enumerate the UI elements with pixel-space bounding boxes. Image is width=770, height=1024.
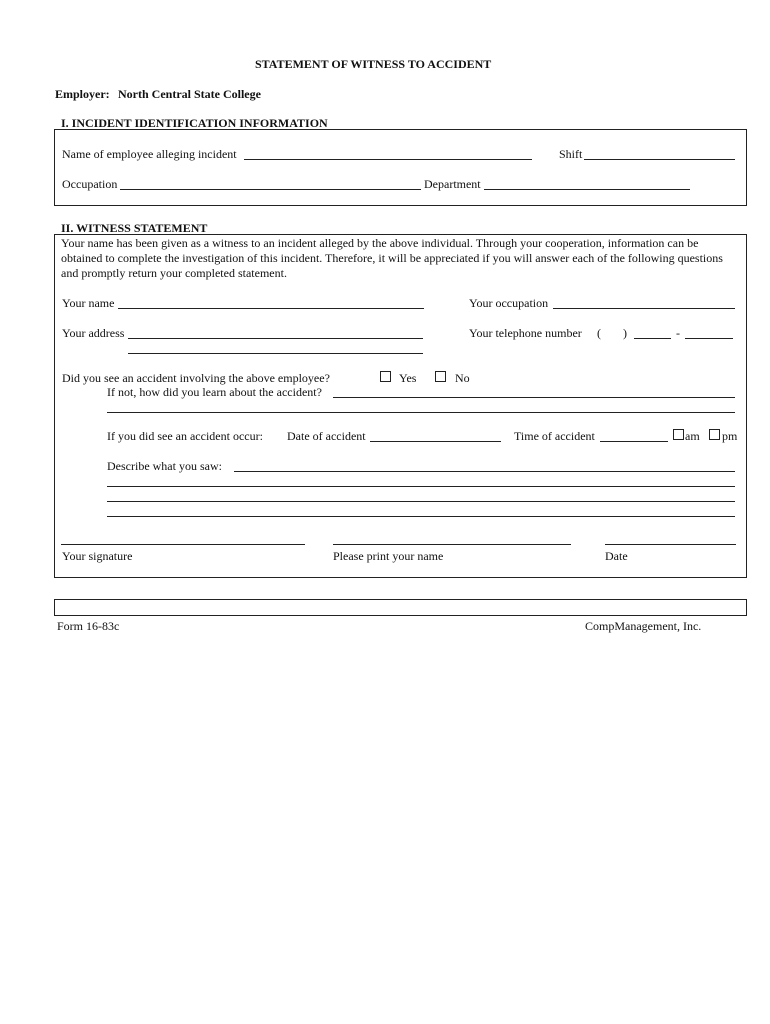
describe-field-line-3[interactable] [107,501,735,502]
yes-label: Yes [399,371,417,385]
telephone-line-field[interactable] [685,338,733,339]
your-address-field-line-1[interactable] [128,338,423,339]
date-of-accident-field[interactable] [370,441,501,442]
how-learn-field-line-2[interactable] [107,412,735,413]
shift-field[interactable] [584,159,735,160]
company-name: CompManagement, Inc. [585,619,702,633]
section-1-heading: I. INCIDENT IDENTIFICATION INFORMATION [61,116,328,130]
department-label: Department [424,177,481,191]
yes-checkbox[interactable] [380,371,391,382]
telephone-label: Your telephone number [469,326,582,340]
signature-date-field[interactable] [605,544,736,545]
shift-label: Shift [559,147,583,161]
pm-checkbox[interactable] [709,429,720,440]
employee-name-label: Name of employee alleging incident [62,147,237,161]
employer-name: North Central State College [118,87,261,101]
describe-label: Describe what you saw: [107,459,222,473]
telephone-dash: - [676,326,680,340]
time-of-accident-field[interactable] [600,441,668,442]
section-2-box [54,234,747,578]
section-1-box [54,129,747,206]
employer-label: Employer: [55,87,110,101]
describe-field-line-4[interactable] [107,516,735,517]
telephone-open-paren: ( [597,326,601,340]
witness-intro-text: Your name has been given as a witness to an incident alleged by the above individual. Through your cooperation, information can be obtained to complete the investigation of this incident. Therefore, it will be appreciated if you will answer each of the following questions and promptly return your completed statement. [61,236,723,280]
employee-name-field[interactable] [244,159,532,160]
signature-date-label: Date [605,549,628,563]
department-field[interactable] [484,189,690,190]
telephone-prefix-field[interactable] [634,338,671,339]
no-checkbox[interactable] [435,371,446,382]
time-of-accident-label: Time of accident [514,429,595,443]
if-saw-label: If you did see an accident occur: [107,429,263,443]
print-name-field[interactable] [333,544,571,545]
pm-label: pm [722,429,738,443]
print-name-label: Please print your name [333,549,444,563]
describe-field-line-1[interactable] [234,471,735,472]
telephone-close-paren: ) [623,326,627,340]
occupation-field[interactable] [120,189,421,190]
your-address-field-line-2[interactable] [128,353,423,354]
your-name-field[interactable] [118,308,424,309]
your-occupation-field[interactable] [553,308,735,309]
signature-label: Your signature [62,549,133,563]
no-label: No [455,371,470,385]
date-of-accident-label: Date of accident [287,429,366,443]
am-label: am [685,429,700,443]
form-title: STATEMENT OF WITNESS TO ACCIDENT [255,57,492,71]
how-learn-label: If not, how did you learn about the accident? [107,385,322,399]
am-checkbox[interactable] [673,429,684,440]
how-learn-field-line-1[interactable] [333,397,735,398]
footer-box [54,599,747,616]
form-number: Form 16-83c [57,619,120,633]
your-occupation-label: Your occupation [469,296,549,310]
describe-field-line-2[interactable] [107,486,735,487]
see-accident-question: Did you see an accident involving the above employee? [62,371,330,385]
your-name-label: Your name [62,296,115,310]
section-2-heading: II. WITNESS STATEMENT [61,221,208,235]
signature-field[interactable] [61,544,305,545]
occupation-label: Occupation [62,177,118,191]
your-address-label: Your address [62,326,125,340]
